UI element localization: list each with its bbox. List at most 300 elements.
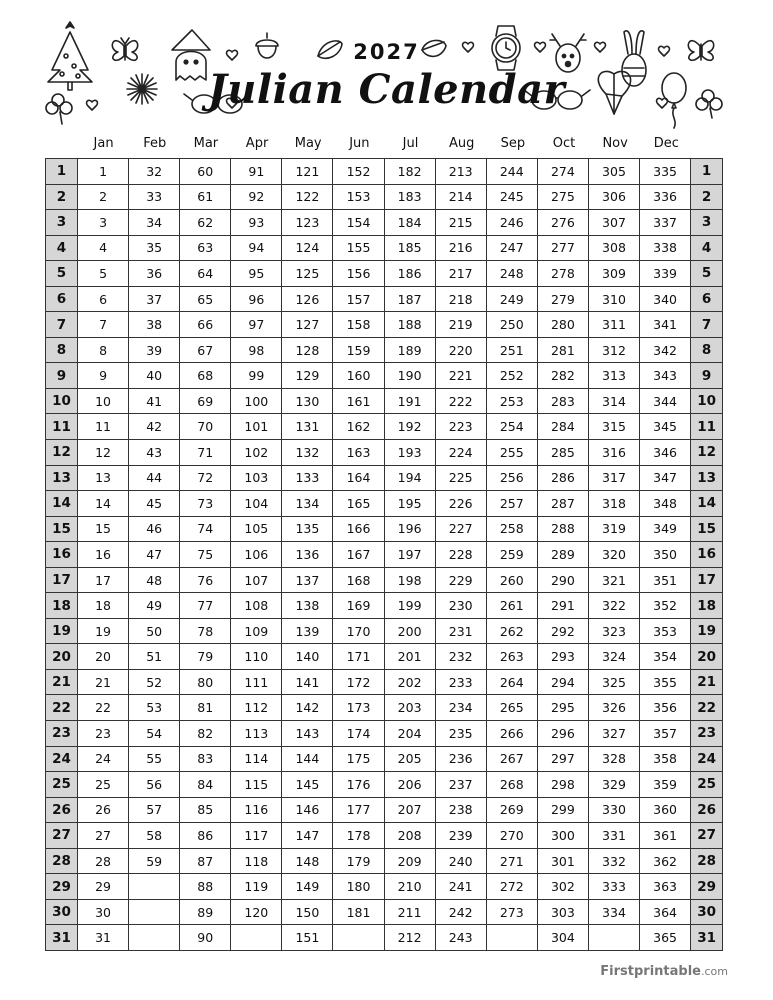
julian-day-cell: 149 xyxy=(282,874,333,900)
julian-day-cell: 117 xyxy=(231,823,282,849)
julian-day-cell: 230 xyxy=(435,593,486,619)
julian-day-cell: 155 xyxy=(333,235,384,261)
julian-day-cell: 271 xyxy=(486,848,537,874)
julian-day-cell: 335 xyxy=(640,159,691,185)
julian-day-cell: 219 xyxy=(435,312,486,338)
table-row xyxy=(46,516,723,542)
julian-day-cell: 262 xyxy=(486,618,537,644)
table-row xyxy=(46,542,723,568)
julian-day-cell: 201 xyxy=(384,644,435,670)
julian-day-cell: 343 xyxy=(640,363,691,389)
julian-day-cell: 95 xyxy=(231,261,282,287)
julian-day-cell: 144 xyxy=(282,746,333,772)
julian-day-cell: 172 xyxy=(333,669,384,695)
day-number-left: 30 xyxy=(46,899,78,925)
julian-day-cell: 152 xyxy=(333,159,384,185)
julian-day-cell: 39 xyxy=(129,337,180,363)
julian-date-table xyxy=(45,158,723,951)
julian-day-cell: 182 xyxy=(384,159,435,185)
julian-day-cell xyxy=(129,874,180,900)
julian-day-cell: 21 xyxy=(78,669,129,695)
julian-day-cell: 174 xyxy=(333,721,384,747)
table-row xyxy=(46,567,723,593)
julian-day-cell: 91 xyxy=(231,159,282,185)
day-number-right: 11 xyxy=(691,414,723,440)
day-number-right: 3 xyxy=(691,210,723,236)
day-number-right: 7 xyxy=(691,312,723,338)
day-number-left: 15 xyxy=(46,516,78,542)
julian-day-cell xyxy=(129,899,180,925)
julian-day-cell: 221 xyxy=(435,363,486,389)
julian-day-cell: 104 xyxy=(231,491,282,517)
julian-day-cell: 272 xyxy=(486,874,537,900)
julian-day-cell: 139 xyxy=(282,618,333,644)
day-number-left: 6 xyxy=(46,286,78,312)
julian-day-cell: 157 xyxy=(333,286,384,312)
julian-day-cell: 78 xyxy=(180,618,231,644)
julian-day-cell: 353 xyxy=(640,618,691,644)
julian-day-cell: 46 xyxy=(129,516,180,542)
day-number-left: 19 xyxy=(46,618,78,644)
julian-day-cell: 217 xyxy=(435,261,486,287)
julian-day-cell: 102 xyxy=(231,440,282,466)
day-number-left: 1 xyxy=(46,159,78,185)
julian-day-cell: 345 xyxy=(640,414,691,440)
day-number-right: 14 xyxy=(691,491,723,517)
julian-day-cell: 278 xyxy=(537,261,588,287)
julian-day-cell: 189 xyxy=(384,337,435,363)
julian-day-cell: 122 xyxy=(282,184,333,210)
julian-day-cell: 59 xyxy=(129,848,180,874)
julian-day-cell xyxy=(333,925,384,951)
julian-day-cell: 288 xyxy=(537,516,588,542)
julian-day-cell: 120 xyxy=(231,899,282,925)
julian-day-cell: 64 xyxy=(180,261,231,287)
julian-day-cell: 240 xyxy=(435,848,486,874)
julian-day-cell: 328 xyxy=(588,746,639,772)
julian-day-cell: 233 xyxy=(435,669,486,695)
table-row xyxy=(46,644,723,670)
julian-day-cell: 13 xyxy=(78,465,129,491)
julian-day-cell: 110 xyxy=(231,644,282,670)
day-number-right: 25 xyxy=(691,772,723,798)
julian-day-cell: 354 xyxy=(640,644,691,670)
month-header: Apr xyxy=(245,136,269,151)
day-number-right: 23 xyxy=(691,721,723,747)
julian-day-cell: 115 xyxy=(231,772,282,798)
day-number-right: 21 xyxy=(691,669,723,695)
day-number-right: 15 xyxy=(691,516,723,542)
julian-day-cell: 143 xyxy=(282,721,333,747)
table-row xyxy=(46,465,723,491)
julian-day-cell: 123 xyxy=(282,210,333,236)
julian-day-cell: 1 xyxy=(78,159,129,185)
month-header: Nov xyxy=(602,136,628,151)
julian-day-cell: 30 xyxy=(78,899,129,925)
table-row xyxy=(46,874,723,900)
julian-day-cell: 257 xyxy=(486,491,537,517)
julian-day-cell: 326 xyxy=(588,695,639,721)
julian-day-cell: 291 xyxy=(537,593,588,619)
brand-footer xyxy=(600,964,728,979)
table-row xyxy=(46,695,723,721)
table-row xyxy=(46,746,723,772)
julian-day-cell: 314 xyxy=(588,388,639,414)
header-decorations xyxy=(0,0,773,132)
julian-day-cell: 17 xyxy=(78,567,129,593)
table-row xyxy=(46,618,723,644)
table-row xyxy=(46,925,723,951)
julian-day-cell: 166 xyxy=(333,516,384,542)
julian-day-cell: 192 xyxy=(384,414,435,440)
table-row xyxy=(46,899,723,925)
julian-day-cell: 222 xyxy=(435,388,486,414)
julian-day-cell: 50 xyxy=(129,618,180,644)
julian-day-cell: 324 xyxy=(588,644,639,670)
day-number-left: 11 xyxy=(46,414,78,440)
julian-day-cell: 125 xyxy=(282,261,333,287)
julian-day-cell: 66 xyxy=(180,312,231,338)
julian-day-cell: 361 xyxy=(640,823,691,849)
julian-day-cell: 348 xyxy=(640,491,691,517)
julian-day-cell: 71 xyxy=(180,440,231,466)
julian-day-cell: 350 xyxy=(640,542,691,568)
julian-day-cell: 245 xyxy=(486,184,537,210)
julian-day-cell: 92 xyxy=(231,184,282,210)
day-number-right: 10 xyxy=(691,388,723,414)
julian-day-cell: 34 xyxy=(129,210,180,236)
day-number-right: 18 xyxy=(691,593,723,619)
julian-day-cell: 119 xyxy=(231,874,282,900)
julian-day-cell: 223 xyxy=(435,414,486,440)
julian-day-cell: 73 xyxy=(180,491,231,517)
julian-day-cell: 162 xyxy=(333,414,384,440)
day-number-right: 4 xyxy=(691,235,723,261)
julian-day-cell: 9 xyxy=(78,363,129,389)
julian-day-cell: 191 xyxy=(384,388,435,414)
julian-day-cell: 256 xyxy=(486,465,537,491)
julian-day-cell: 61 xyxy=(180,184,231,210)
julian-day-cell: 332 xyxy=(588,848,639,874)
julian-day-cell: 203 xyxy=(384,695,435,721)
julian-day-cell: 29 xyxy=(78,874,129,900)
julian-day-cell: 84 xyxy=(180,772,231,798)
julian-day-cell: 148 xyxy=(282,848,333,874)
julian-day-cell: 197 xyxy=(384,542,435,568)
julian-day-cell: 185 xyxy=(384,235,435,261)
julian-day-cell: 220 xyxy=(435,337,486,363)
julian-day-cell: 47 xyxy=(129,542,180,568)
julian-day-cell: 283 xyxy=(537,388,588,414)
julian-day-cell: 14 xyxy=(78,491,129,517)
day-number-right: 30 xyxy=(691,899,723,925)
julian-day-cell: 112 xyxy=(231,695,282,721)
julian-day-cell: 177 xyxy=(333,797,384,823)
julian-day-cell: 42 xyxy=(129,414,180,440)
julian-day-cell: 134 xyxy=(282,491,333,517)
table-row xyxy=(46,235,723,261)
day-number-left: 3 xyxy=(46,210,78,236)
day-number-left: 13 xyxy=(46,465,78,491)
julian-day-cell: 242 xyxy=(435,899,486,925)
julian-day-cell: 341 xyxy=(640,312,691,338)
julian-day-cell: 26 xyxy=(78,797,129,823)
julian-day-cell: 243 xyxy=(435,925,486,951)
table-row xyxy=(46,414,723,440)
julian-day-cell: 130 xyxy=(282,388,333,414)
julian-day-cell: 178 xyxy=(333,823,384,849)
table-row xyxy=(46,312,723,338)
julian-day-cell: 320 xyxy=(588,542,639,568)
julian-day-cell: 83 xyxy=(180,746,231,772)
julian-day-cell: 263 xyxy=(486,644,537,670)
month-header: Feb xyxy=(143,136,167,151)
julian-day-cell: 81 xyxy=(180,695,231,721)
julian-day-cell: 167 xyxy=(333,542,384,568)
julian-day-cell: 294 xyxy=(537,669,588,695)
julian-day-cell: 138 xyxy=(282,593,333,619)
julian-day-cell: 195 xyxy=(384,491,435,517)
julian-day-cell: 87 xyxy=(180,848,231,874)
day-number-left: 4 xyxy=(46,235,78,261)
julian-day-cell: 106 xyxy=(231,542,282,568)
month-header: Sep xyxy=(500,136,526,151)
julian-day-cell: 51 xyxy=(129,644,180,670)
julian-day-cell: 67 xyxy=(180,337,231,363)
julian-day-cell: 239 xyxy=(435,823,486,849)
julian-day-cell: 131 xyxy=(282,414,333,440)
calendar-year: 2027 xyxy=(353,40,420,64)
julian-day-cell: 173 xyxy=(333,695,384,721)
julian-day-cell: 150 xyxy=(282,899,333,925)
julian-day-cell: 347 xyxy=(640,465,691,491)
julian-day-cell: 302 xyxy=(537,874,588,900)
day-number-left: 28 xyxy=(46,848,78,874)
month-header: Jun xyxy=(349,136,370,151)
day-number-right: 20 xyxy=(691,644,723,670)
julian-day-cell: 181 xyxy=(333,899,384,925)
julian-day-cell: 247 xyxy=(486,235,537,261)
julian-day-cell: 308 xyxy=(588,235,639,261)
julian-day-cell: 204 xyxy=(384,721,435,747)
julian-day-cell: 90 xyxy=(180,925,231,951)
julian-day-cell: 116 xyxy=(231,797,282,823)
julian-day-cell: 159 xyxy=(333,337,384,363)
julian-day-cell: 38 xyxy=(129,312,180,338)
julian-day-cell: 121 xyxy=(282,159,333,185)
julian-day-cell: 165 xyxy=(333,491,384,517)
table-row xyxy=(46,286,723,312)
day-number-right: 13 xyxy=(691,465,723,491)
julian-day-cell: 244 xyxy=(486,159,537,185)
table-row xyxy=(46,491,723,517)
julian-day-cell: 209 xyxy=(384,848,435,874)
julian-day-cell: 4 xyxy=(78,235,129,261)
julian-day-cell: 340 xyxy=(640,286,691,312)
julian-day-cell: 141 xyxy=(282,669,333,695)
julian-day-cell: 290 xyxy=(537,567,588,593)
julian-day-cell: 19 xyxy=(78,618,129,644)
julian-day-cell xyxy=(231,925,282,951)
julian-day-cell: 199 xyxy=(384,593,435,619)
julian-day-cell: 289 xyxy=(537,542,588,568)
day-number-left: 20 xyxy=(46,644,78,670)
julian-day-cell: 304 xyxy=(537,925,588,951)
julian-day-cell: 69 xyxy=(180,388,231,414)
julian-day-cell: 16 xyxy=(78,542,129,568)
julian-day-cell: 194 xyxy=(384,465,435,491)
julian-day-cell: 365 xyxy=(640,925,691,951)
table-row xyxy=(46,669,723,695)
julian-day-cell: 124 xyxy=(282,235,333,261)
julian-day-cell: 277 xyxy=(537,235,588,261)
julian-day-cell: 137 xyxy=(282,567,333,593)
julian-day-cell: 321 xyxy=(588,567,639,593)
julian-day-cell: 55 xyxy=(129,746,180,772)
julian-day-cell: 303 xyxy=(537,899,588,925)
julian-day-cell: 98 xyxy=(231,337,282,363)
julian-day-cell: 97 xyxy=(231,312,282,338)
julian-day-cell: 325 xyxy=(588,669,639,695)
julian-day-cell: 298 xyxy=(537,772,588,798)
month-header: Dec xyxy=(653,136,679,151)
julian-day-cell: 86 xyxy=(180,823,231,849)
julian-day-cell: 260 xyxy=(486,567,537,593)
day-number-right: 8 xyxy=(691,337,723,363)
julian-day-cell: 258 xyxy=(486,516,537,542)
julian-day-cell: 57 xyxy=(129,797,180,823)
julian-day-cell: 79 xyxy=(180,644,231,670)
julian-day-cell: 196 xyxy=(384,516,435,542)
julian-day-cell: 198 xyxy=(384,567,435,593)
julian-day-cell: 229 xyxy=(435,567,486,593)
julian-day-cell: 20 xyxy=(78,644,129,670)
julian-day-cell xyxy=(129,925,180,951)
julian-day-cell: 276 xyxy=(537,210,588,236)
table-row xyxy=(46,721,723,747)
julian-day-cell: 362 xyxy=(640,848,691,874)
julian-day-cell: 357 xyxy=(640,721,691,747)
julian-day-cell: 74 xyxy=(180,516,231,542)
day-number-left: 31 xyxy=(46,925,78,951)
julian-day-cell: 70 xyxy=(180,414,231,440)
julian-day-cell: 334 xyxy=(588,899,639,925)
julian-day-cell: 212 xyxy=(384,925,435,951)
julian-day-cell: 235 xyxy=(435,721,486,747)
julian-day-cell: 126 xyxy=(282,286,333,312)
julian-day-cell: 18 xyxy=(78,593,129,619)
day-number-right: 31 xyxy=(691,925,723,951)
julian-day-cell: 295 xyxy=(537,695,588,721)
table-row xyxy=(46,823,723,849)
julian-day-cell: 48 xyxy=(129,567,180,593)
julian-day-cell: 363 xyxy=(640,874,691,900)
julian-day-cell: 89 xyxy=(180,899,231,925)
julian-day-cell: 41 xyxy=(129,388,180,414)
julian-day-cell: 108 xyxy=(231,593,282,619)
julian-day-cell: 43 xyxy=(129,440,180,466)
julian-day-cell: 218 xyxy=(435,286,486,312)
julian-day-cell: 76 xyxy=(180,567,231,593)
julian-day-cell: 22 xyxy=(78,695,129,721)
julian-day-cell: 25 xyxy=(78,772,129,798)
julian-day-cell: 142 xyxy=(282,695,333,721)
julian-day-cell: 58 xyxy=(129,823,180,849)
julian-day-cell: 136 xyxy=(282,542,333,568)
julian-day-cell: 180 xyxy=(333,874,384,900)
julian-day-cell: 147 xyxy=(282,823,333,849)
table-row xyxy=(46,848,723,874)
day-number-right: 16 xyxy=(691,542,723,568)
julian-day-cell: 338 xyxy=(640,235,691,261)
julian-day-cell: 360 xyxy=(640,797,691,823)
julian-day-cell: 190 xyxy=(384,363,435,389)
julian-day-cell: 103 xyxy=(231,465,282,491)
julian-day-cell: 54 xyxy=(129,721,180,747)
julian-day-cell: 349 xyxy=(640,516,691,542)
julian-day-cell: 319 xyxy=(588,516,639,542)
julian-day-cell: 164 xyxy=(333,465,384,491)
day-number-right: 9 xyxy=(691,363,723,389)
julian-day-cell xyxy=(588,925,639,951)
julian-day-cell: 307 xyxy=(588,210,639,236)
julian-day-cell: 280 xyxy=(537,312,588,338)
month-header: Aug xyxy=(448,136,475,151)
julian-day-cell xyxy=(486,925,537,951)
julian-day-cell: 127 xyxy=(282,312,333,338)
day-number-right: 27 xyxy=(691,823,723,849)
day-number-left: 16 xyxy=(46,542,78,568)
julian-day-cell: 301 xyxy=(537,848,588,874)
julian-day-cell: 305 xyxy=(588,159,639,185)
julian-day-cell: 337 xyxy=(640,210,691,236)
julian-day-cell: 293 xyxy=(537,644,588,670)
julian-day-cell: 344 xyxy=(640,388,691,414)
julian-day-cell: 356 xyxy=(640,695,691,721)
julian-day-cell: 3 xyxy=(78,210,129,236)
julian-day-cell: 226 xyxy=(435,491,486,517)
julian-day-cell: 237 xyxy=(435,772,486,798)
julian-day-cell: 75 xyxy=(180,542,231,568)
day-number-left: 12 xyxy=(46,440,78,466)
julian-day-cell: 329 xyxy=(588,772,639,798)
julian-day-cell: 252 xyxy=(486,363,537,389)
day-number-left: 10 xyxy=(46,388,78,414)
julian-day-cell: 156 xyxy=(333,261,384,287)
julian-day-cell: 107 xyxy=(231,567,282,593)
julian-day-cell: 352 xyxy=(640,593,691,619)
julian-day-cell: 292 xyxy=(537,618,588,644)
julian-day-cell: 5 xyxy=(78,261,129,287)
julian-day-cell: 109 xyxy=(231,618,282,644)
julian-day-cell: 309 xyxy=(588,261,639,287)
julian-day-cell: 200 xyxy=(384,618,435,644)
julian-day-cell: 27 xyxy=(78,823,129,849)
julian-day-cell: 118 xyxy=(231,848,282,874)
julian-day-cell: 259 xyxy=(486,542,537,568)
julian-day-cell: 282 xyxy=(537,363,588,389)
julian-day-cell: 193 xyxy=(384,440,435,466)
julian-day-cell: 317 xyxy=(588,465,639,491)
day-number-left: 23 xyxy=(46,721,78,747)
julian-day-cell: 186 xyxy=(384,261,435,287)
day-number-left: 5 xyxy=(46,261,78,287)
julian-day-cell: 183 xyxy=(384,184,435,210)
julian-day-cell: 312 xyxy=(588,337,639,363)
julian-day-cell: 169 xyxy=(333,593,384,619)
julian-day-cell: 133 xyxy=(282,465,333,491)
julian-day-cell: 266 xyxy=(486,721,537,747)
